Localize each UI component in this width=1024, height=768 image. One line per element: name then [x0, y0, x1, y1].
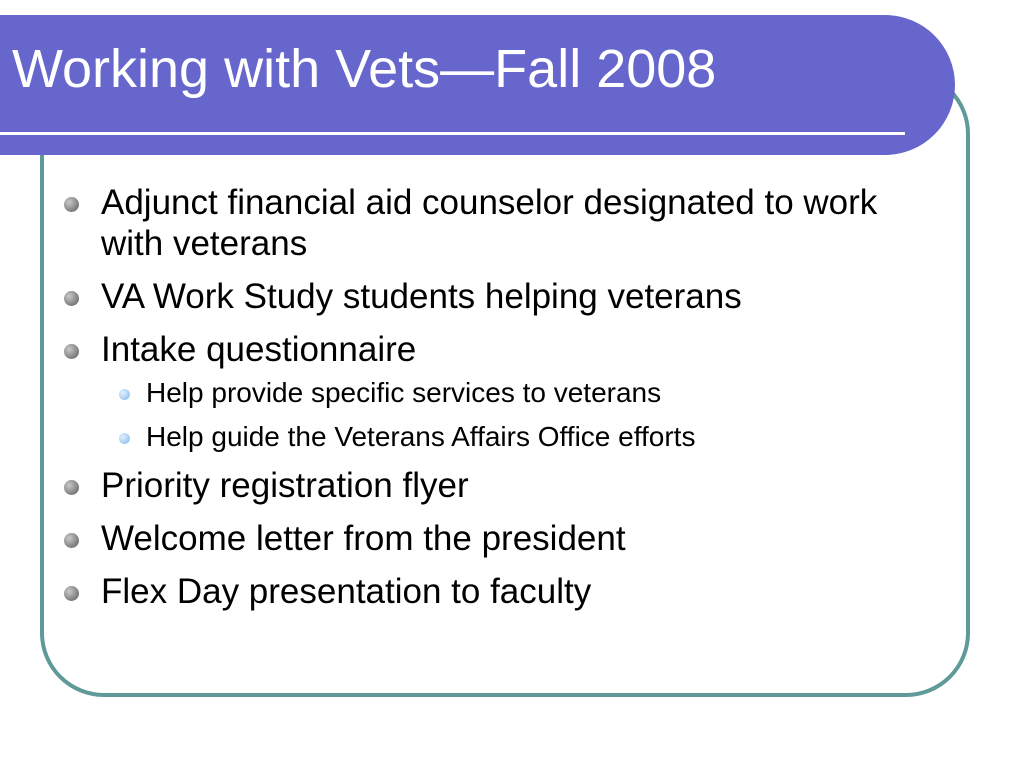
bullet-text: Welcome letter from the president	[101, 519, 626, 558]
bullet-item	[60, 465, 920, 506]
bullet-text: Flex Day presentation to faculty	[101, 572, 592, 611]
bullet-item	[60, 276, 920, 317]
sub-bullet-item	[101, 420, 920, 453]
bullet-text: Priority registration flyer	[101, 466, 469, 505]
bullet-text: VA Work Study students helping veterans	[101, 277, 742, 316]
bullet-dot-icon	[64, 291, 79, 306]
sub-bullet-dot-icon	[119, 433, 130, 444]
sub-bullet-text: Help provide specific services to veterans	[146, 377, 662, 408]
bullet-text: Adjunct financial aid counselor designated to work with veterans	[101, 183, 878, 263]
bullet-list	[60, 182, 920, 624]
sub-bullet-text: Help guide the Veterans Affairs Office efforts	[146, 421, 696, 452]
bullet-item	[60, 571, 920, 612]
bullet-item	[60, 518, 920, 559]
slide-title: Working with Vets—Fall 2008	[12, 39, 717, 99]
title-underline	[0, 132, 905, 135]
sub-bullet-list	[101, 376, 920, 453]
sub-bullet-dot-icon	[119, 389, 130, 400]
bullet-item	[60, 182, 920, 264]
bullet-item	[60, 329, 920, 453]
bullet-dot-icon	[64, 197, 79, 212]
bullet-dot-icon	[64, 344, 79, 359]
bullet-text: Intake questionnaire	[101, 330, 417, 369]
bullet-dot-icon	[64, 533, 79, 548]
bullet-dot-icon	[64, 480, 79, 495]
bullet-dot-icon	[64, 586, 79, 601]
sub-bullet-item	[101, 376, 920, 409]
